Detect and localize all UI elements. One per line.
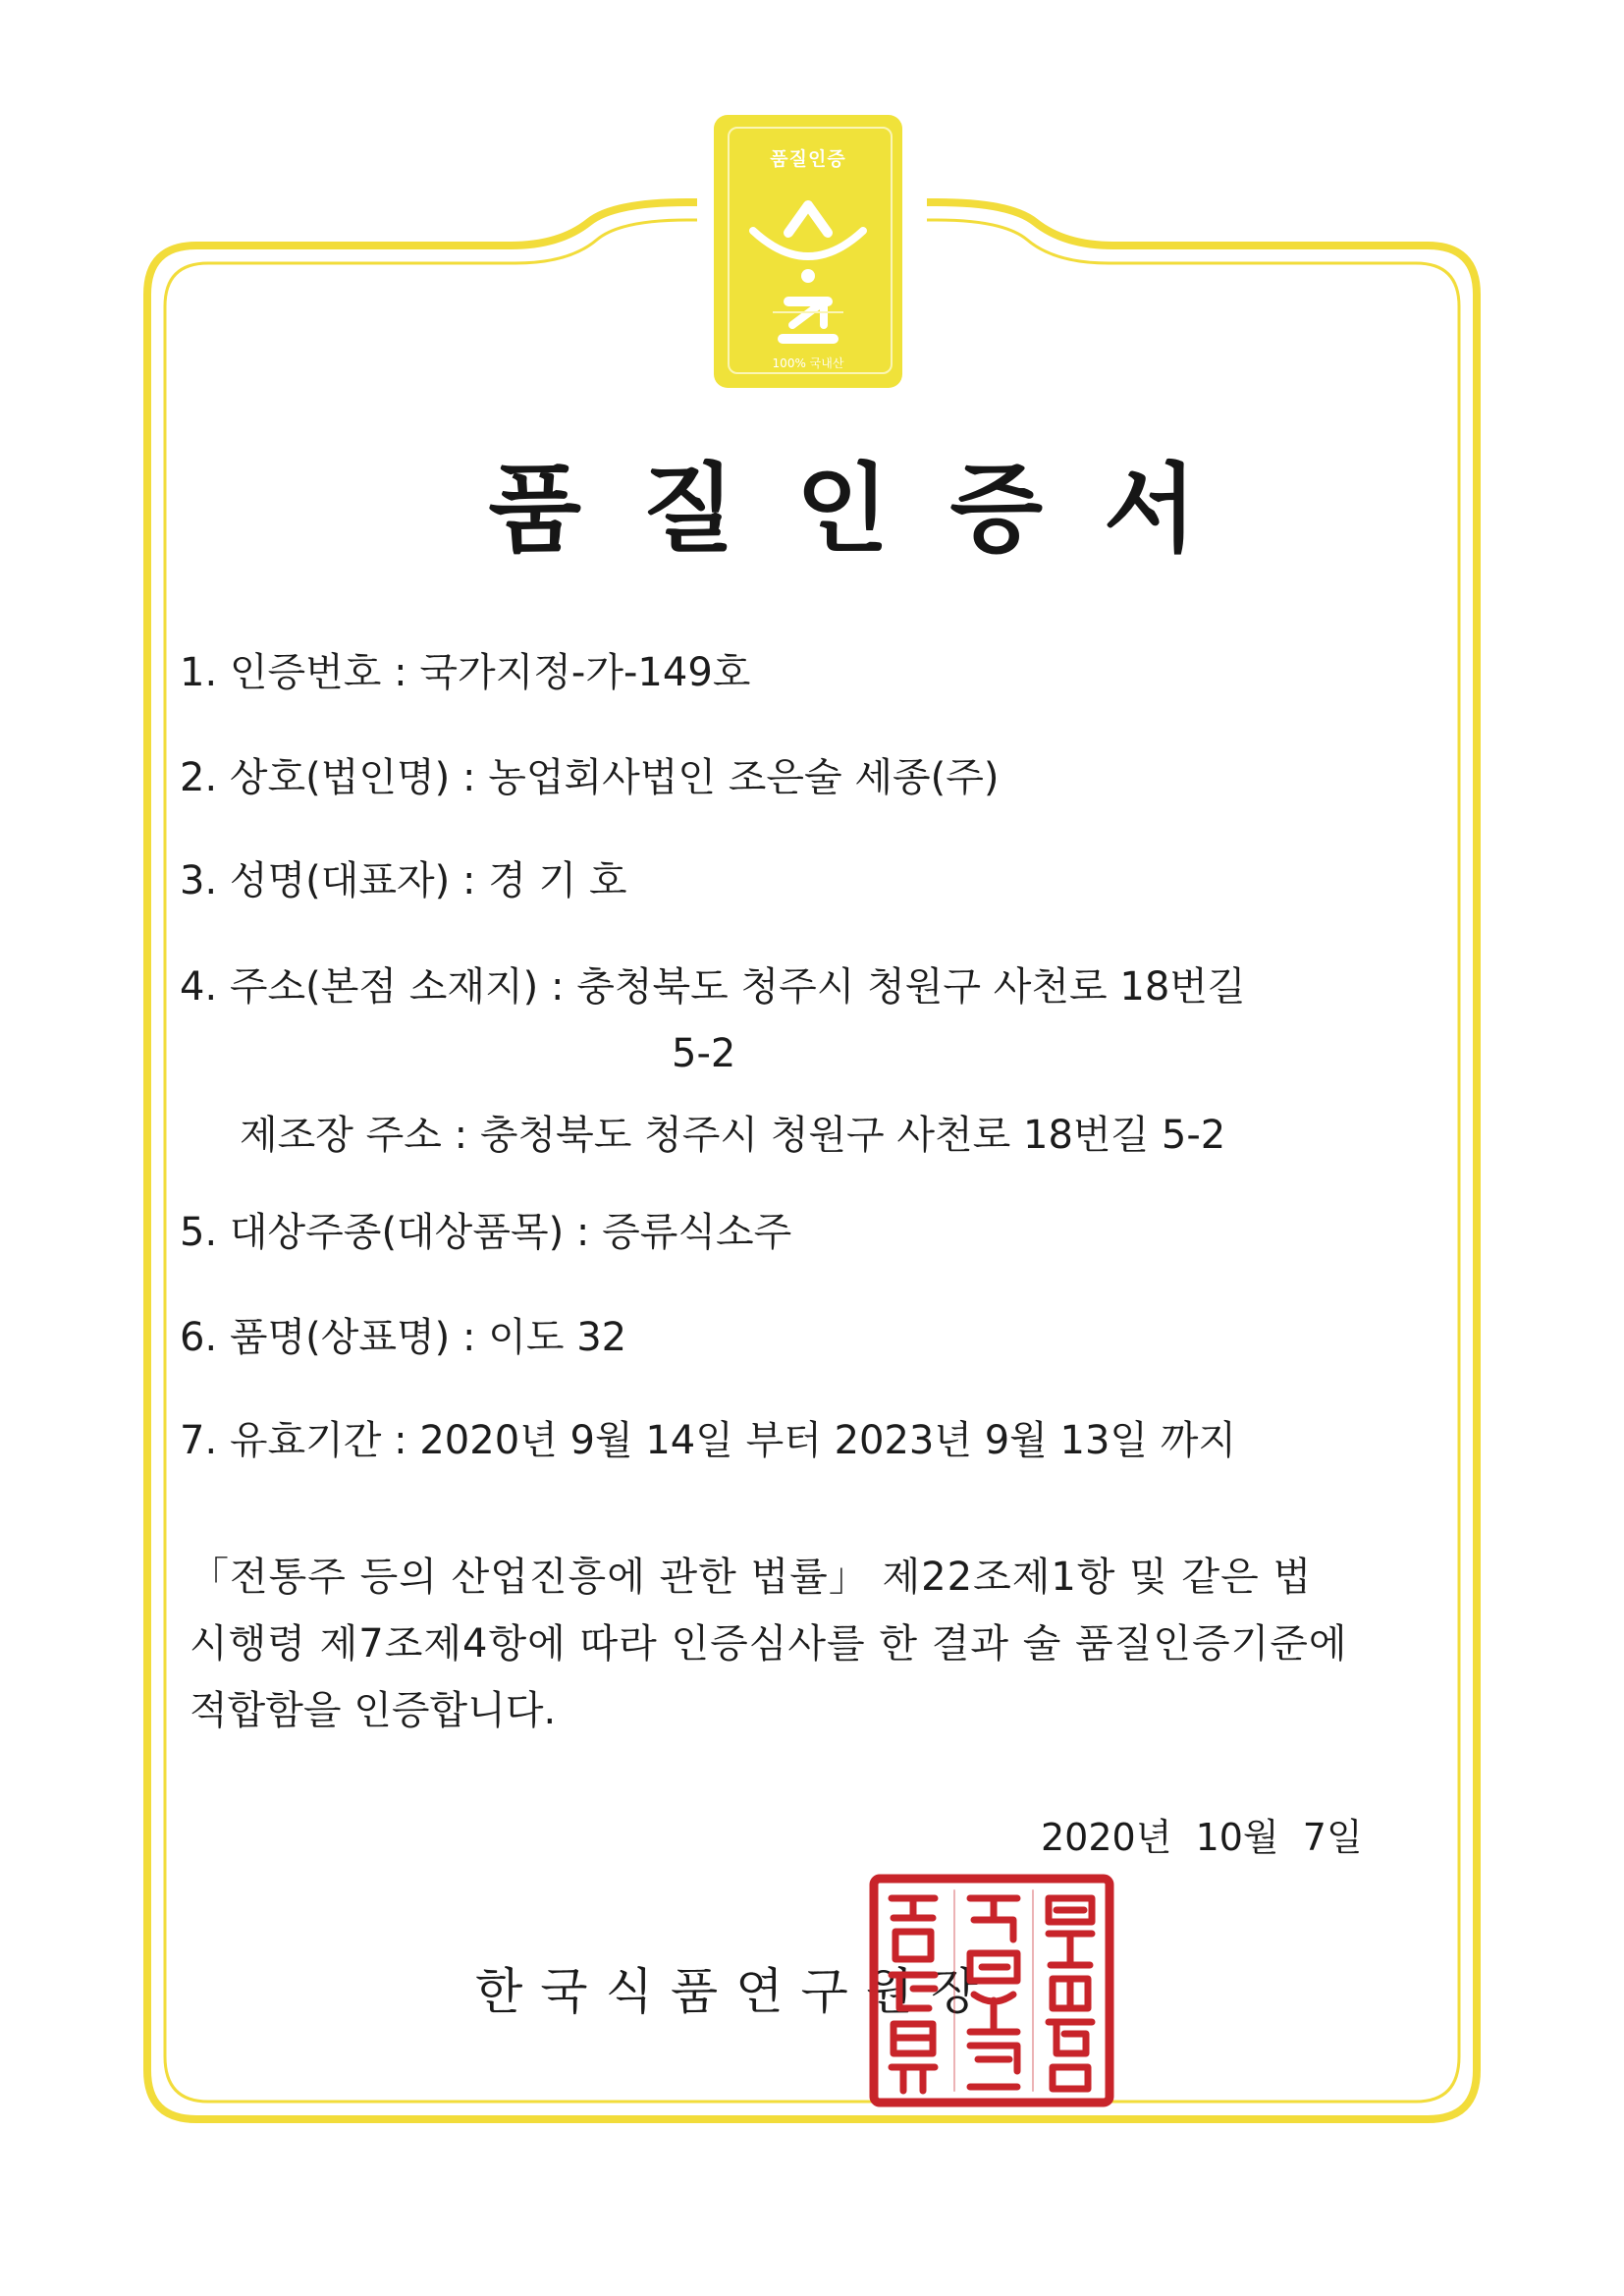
- statement-line: 「전통주 등의 산업진흥에 관한 법률」 제22조제1항 및 같은 법: [189, 1555, 1313, 1600]
- item-label: 1. 인증번호 :: [180, 650, 420, 695]
- item-value: 경 기 호: [488, 858, 627, 903]
- item-label: 제조장 주소 :: [240, 1113, 480, 1158]
- item-head-office-address: [180, 956, 1246, 1011]
- logo-mark-icon: [714, 115, 902, 388]
- statement-line: 시행령 제7조제4항에 따라 인증심사를 한 결과 술 품질인증기준에: [189, 1621, 1348, 1667]
- item-label: 5. 대상주종(대상품목) :: [180, 1210, 603, 1255]
- item-value: 충청북도 청주시 청원구 사천로 18번길: [576, 964, 1246, 1010]
- quality-certification-logo: [714, 115, 902, 388]
- item-value: 증류식소주: [602, 1210, 792, 1255]
- item-head-office-address-continued: [672, 1031, 735, 1076]
- item-label: 2. 상호(법인명) :: [180, 755, 489, 800]
- item-value: 5-2: [672, 1031, 736, 1076]
- item-value: 2020년 9월 14일 부터 2023년 9월 13일 까지: [419, 1418, 1237, 1463]
- item-certification-number: [180, 641, 750, 697]
- item-label: 6. 품명(상표명) :: [180, 1315, 489, 1360]
- item-value: 이도 32: [488, 1315, 627, 1360]
- certificate-title: 품질인증서: [488, 454, 1258, 566]
- item-factory-address: [240, 1104, 1225, 1160]
- item-representative: [180, 849, 627, 905]
- item-validity-period: [180, 1409, 1236, 1465]
- issue-date: 2020년 10월 7일: [1041, 1816, 1363, 1859]
- item-value: 국가지정-가-149호: [419, 650, 751, 695]
- item-label: 4. 주소(본점 소재지) :: [180, 964, 577, 1010]
- seal-icon: [864, 1871, 1119, 2111]
- statement-line: 적합함을 인증합니다.: [189, 1688, 557, 1733]
- item-target-liquor-type: [180, 1201, 791, 1257]
- item-label: 3. 성명(대표자) :: [180, 858, 489, 903]
- certification-statement: [189, 1544, 1417, 1744]
- logo-foot-text: 100% 국내산: [772, 356, 844, 370]
- item-company-name: [180, 746, 1000, 802]
- item-value: 농업회사법인 조은술 세종(주): [488, 755, 1000, 800]
- item-label: 7. 유효기간 :: [180, 1418, 420, 1463]
- item-value: 충청북도 청주시 청원구 사천로 18번길 5-2: [479, 1113, 1226, 1158]
- logo-top-text: 품질인증: [770, 148, 846, 170]
- issuer-name: 한국식품연구원장: [475, 1963, 997, 2020]
- item-product-name: [180, 1306, 626, 1362]
